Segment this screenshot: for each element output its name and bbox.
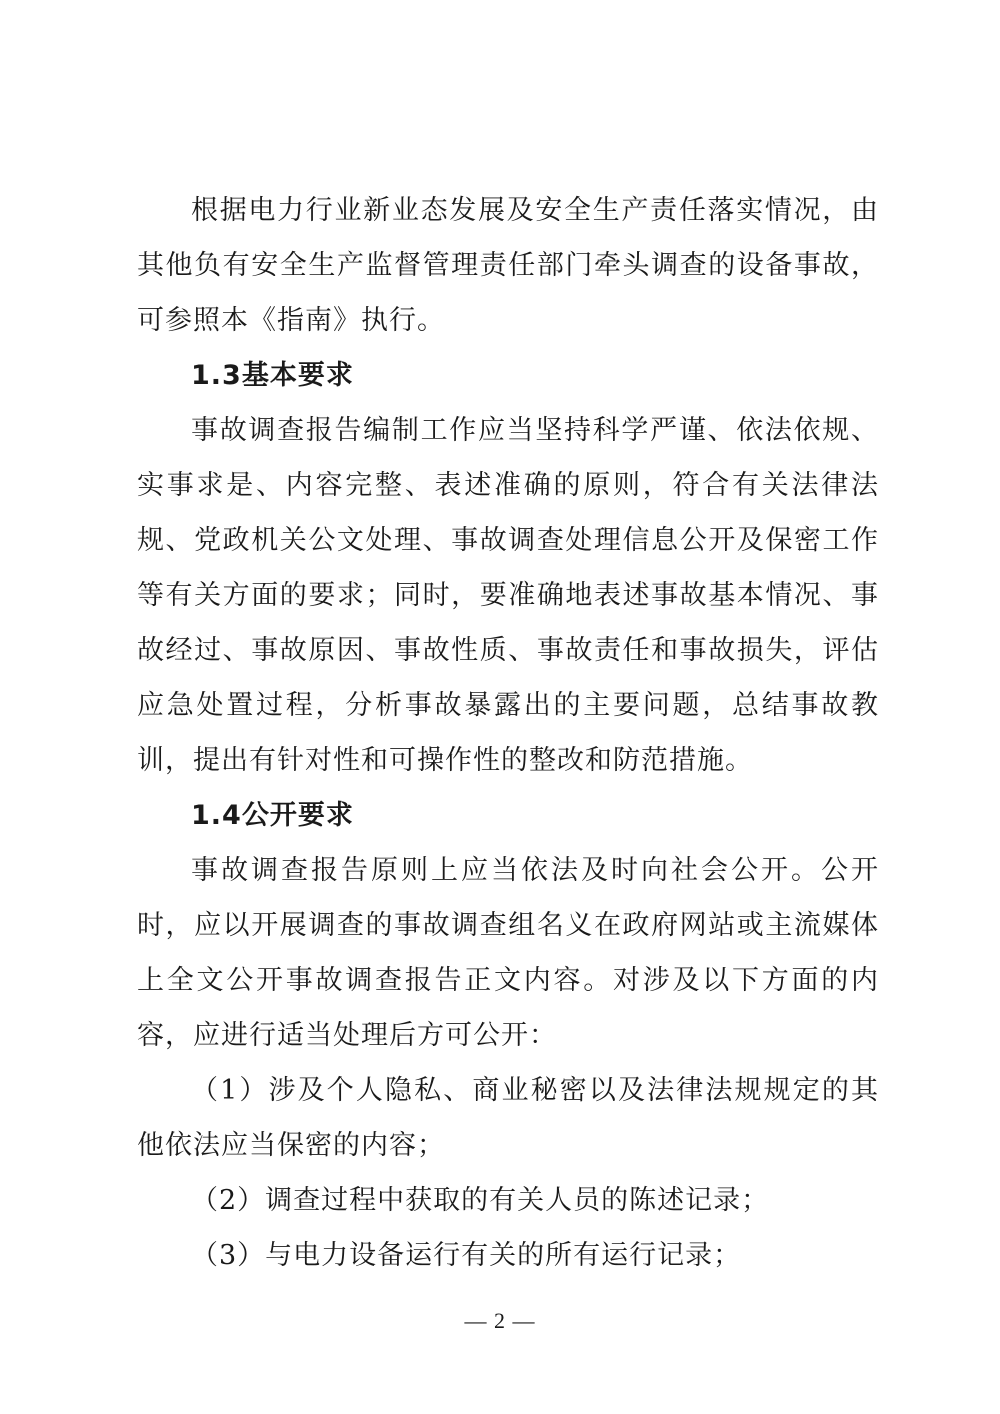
document-body — [137, 183, 879, 1283]
section-heading-disclosure-requirements: 1.4公开要求 — [191, 800, 354, 831]
list-item-3: （3）与电力设备运行有关的所有运行记录； — [191, 1240, 742, 1271]
paragraph-disclosure-requirements: 事故调查报告原则上应当依法及时向社会公开。公开时，应以开展调查的事故调查组名义在政府网站或主流媒体上全文公开事故调查报告正文内容。对涉及以下方面的内容，应进行适当处理后方可公开： — [137, 855, 879, 1051]
section-heading-basic-requirements: 1.3基本要求 — [191, 360, 354, 391]
paragraph-basic-requirements: 事故调查报告编制工作应当坚持科学严谨、依法依规、实事求是、内容完整、表述准确的原则，符合有关法律法规、党政机关公文处理、事故调查处理信息公开及保密工作等有关方面的要求；同时，要准确地表述事故基本情况、事故经过、事故原因、事故性质、事故责任和事故损失，评估应急处置过程，分析事故暴露出的主要问题，总结事故教训，提出有针对性和可操作性的整改和防范措施。 — [137, 415, 879, 776]
page-number: — 2 — — [464, 1308, 536, 1333]
list-item-2: （2）调查过程中获取的有关人员的陈述记录； — [191, 1185, 770, 1216]
paragraph-scope: 根据电力行业新业态发展及安全生产责任落实情况，由其他负有安全生产监督管理责任部门牵头调查的设备事故，可参照本《指南》执行。 — [137, 195, 879, 336]
list-item-1: （1）涉及个人隐私、商业秘密以及法律法规规定的其他依法应当保密的内容； — [137, 1075, 879, 1161]
